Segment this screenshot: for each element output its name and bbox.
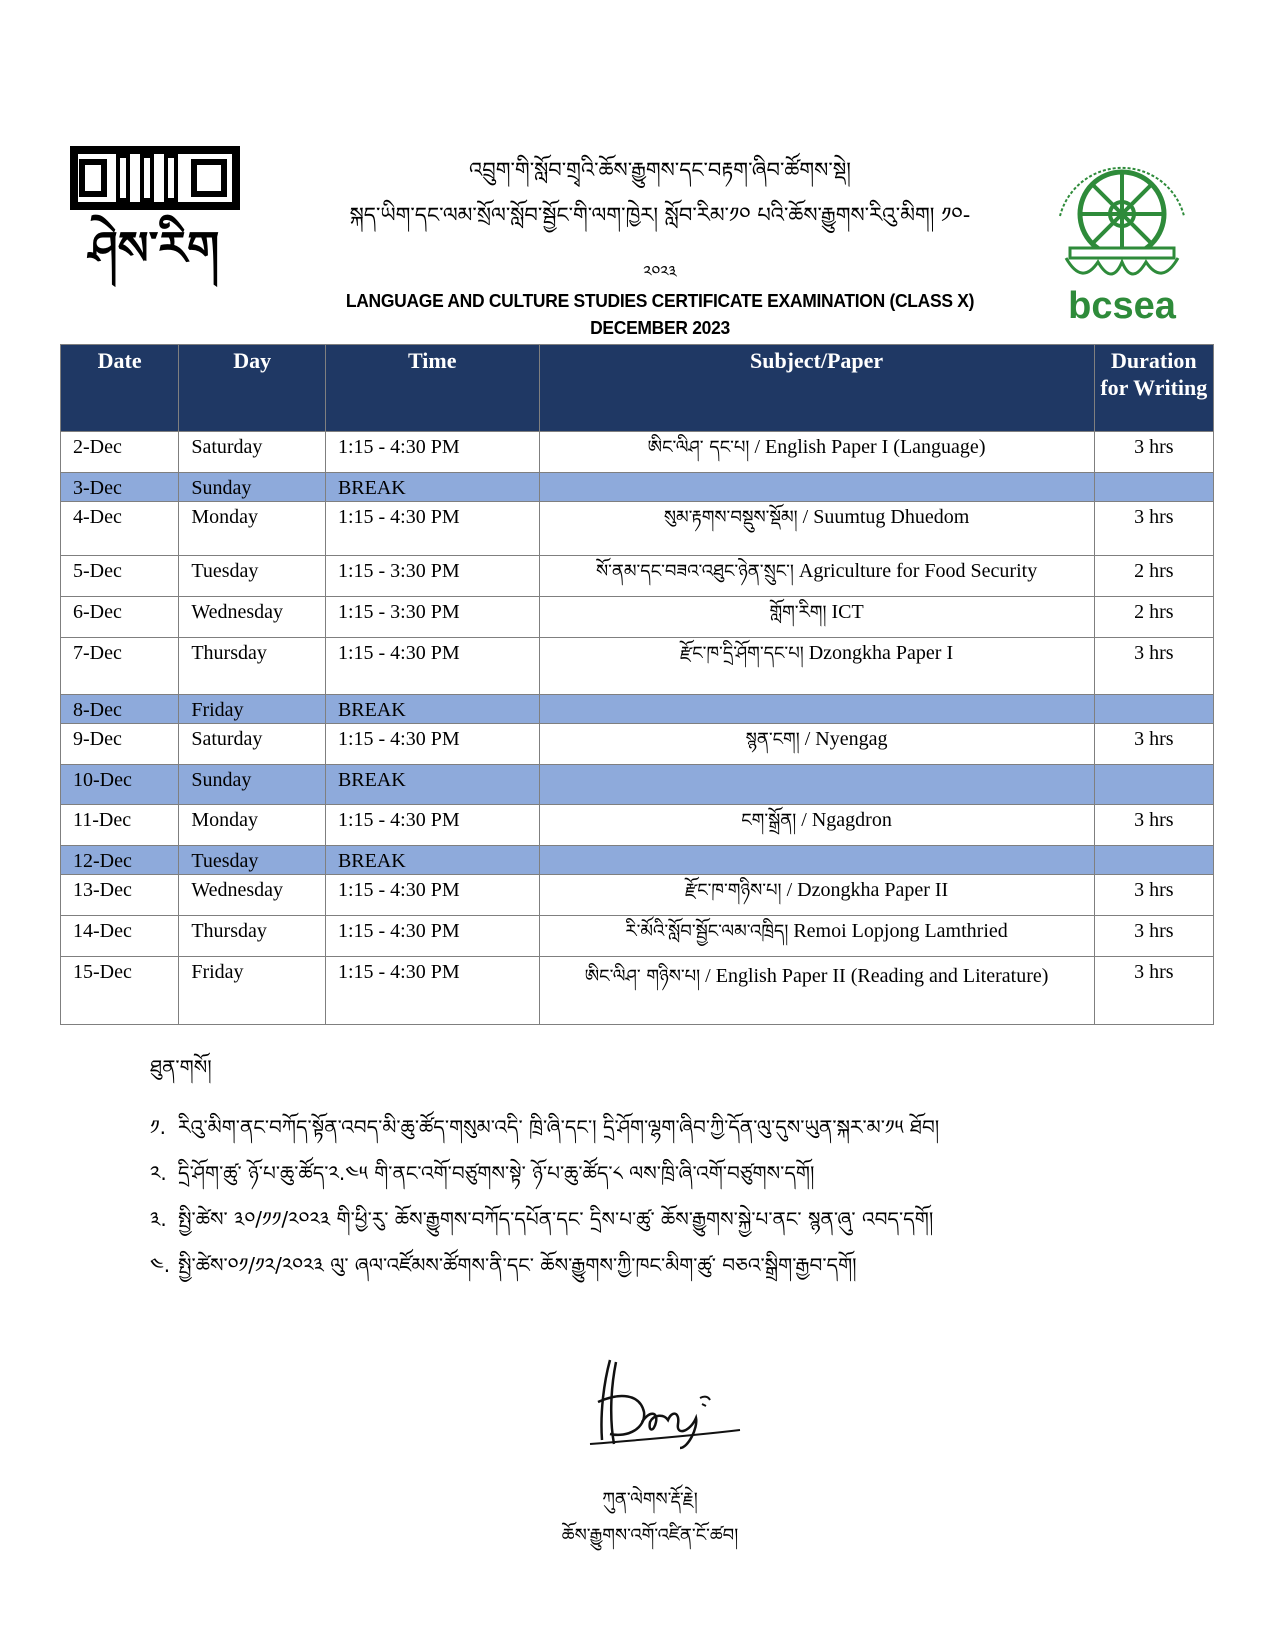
cell-subject [539,724,1094,765]
cell-date: 11-Dec [61,805,179,846]
subject-tibetan: ཨིང་ལིཤ་ གཉིས་པ། [584,966,701,987]
cell-time: 1:15 - 3:30 PM [325,597,539,638]
cell-subject [539,556,1094,597]
note-number: ༡. [150,1115,167,1139]
cell-day: Tuesday [179,556,326,597]
subject-english: / English Paper I (Language) [749,436,986,458]
cell-date: 3-Dec [61,473,179,502]
cell-day: Thursday [179,638,326,695]
note-number: ༤. [150,1253,171,1277]
cell-duration: 3 hrs [1094,502,1213,556]
cell-time: 1:15 - 3:30 PM [325,556,539,597]
cell-subject [539,957,1094,1025]
subject-english: Dzongkha Paper I [803,642,954,664]
cell-time: 1:15 - 4:30 PM [325,432,539,473]
table-row [61,916,1214,957]
cell-duration [1094,473,1213,502]
sherig-logo [68,146,253,306]
table-row [61,556,1214,597]
signatory-designation: ཆོས་རྒྱུགས་འགོ་འཛིན་ངོ་ཚབ། [561,1525,739,1546]
cell-time: BREAK [325,695,539,724]
cell-date: 8-Dec [61,695,179,724]
subject-english: ICT [826,601,864,623]
table-row-break [61,695,1214,724]
cell-time: BREAK [325,846,539,875]
cell-date: 9-Dec [61,724,179,765]
cell-date: 15-Dec [61,957,179,1025]
subject-english: Agriculture for Food Security [793,560,1038,582]
table-row-break [61,846,1214,875]
cell-day: Monday [179,805,326,846]
cell-duration: 3 hrs [1094,638,1213,695]
table-row [61,724,1214,765]
cell-duration: 3 hrs [1094,875,1213,916]
subject-tibetan: སྙན་ངག། [745,729,800,750]
subject-tibetan: རི་མོའི་སློབ་སྦྱོང་ལམ་འཁྲིད། [625,921,789,942]
col-header-date: Date [61,345,179,432]
col-header-duration: Duration for Writing [1094,345,1213,432]
table-row [61,805,1214,846]
table-row-break [61,473,1214,502]
note-text: དྲི་ཤོག་ཚུ་ ཉོ་པ་ཆུ་ཚོད་༢.༤༥ གི་ནང་འགོ་བཙུགས་སྟེ་ ཉོ་པ་ཆུ་ཚོད་༨ ལས་ཁྲི་ཞི་འགོ་བཙུགས་དགོ། [178,1161,815,1185]
cell-subject [539,473,1094,502]
cell-date: 4-Dec [61,502,179,556]
col-header-subject: Subject/Paper [539,345,1094,432]
cell-subject [539,432,1094,473]
cell-duration: 3 hrs [1094,432,1213,473]
cell-time: 1:15 - 4:30 PM [325,502,539,556]
cell-subject [539,846,1094,875]
subject-tibetan: རྫོང་ཁ་གཉིས་པ། [684,880,782,901]
cell-time: BREAK [325,473,539,502]
subject-tibetan: གློག་རིག། [769,602,827,623]
bcsea-logo [1042,146,1202,326]
cell-duration: 3 hrs [1094,916,1213,957]
cell-date: 7-Dec [61,638,179,695]
cell-duration [1094,695,1213,724]
subject-tibetan: ངག་སྒྲོན། [741,810,797,831]
cell-date: 2-Dec [61,432,179,473]
note-number: ༣. [150,1207,167,1231]
exam-schedule-table [60,344,1214,1025]
subject-tibetan: རྫོང་ཁ་དྲི་ཤོག་དང་པ། [680,643,804,664]
org-name-tibetan: འབྲུག་གི་སློབ་གྲྭའི་ཆོས་རྒྱུགས་དང་བརྟག་ཞིབ་ཚོགས་སྡེ། [469,158,851,182]
cell-subject [539,765,1094,805]
cell-date: 14-Dec [61,916,179,957]
exam-title: LANGUAGE AND CULTURE STUDIES CERTIFICATE EXAMINATION (CLASS X) [345,291,975,311]
cell-day: Sunday [179,765,326,805]
cell-time: 1:15 - 4:30 PM [325,724,539,765]
col-header-time: Time [325,345,539,432]
cell-time: 1:15 - 4:30 PM [325,805,539,846]
cell-subject [539,805,1094,846]
note-item [150,1249,1110,1281]
cell-duration: 3 hrs [1094,805,1213,846]
table-row [61,432,1214,473]
subject-tibetan: སུམ་རྟགས་བསྡུས་སྡོམ། [663,507,798,528]
cell-date: 10-Dec [61,765,179,805]
note-text: རིའུ་མིག་ནང་བཀོད་སྟོན་འབད་མི་ཆུ་ཚོད་གསུམ་འདི་ ཁྲི་ཞི་དང་། དྲི་ཤོག་ལྷག་ཞིབ་ཀྱི་དོན་ལུ་དུས་ཡུན་སྐར་མ་༡༥ ཐོབ། [178,1115,940,1139]
cell-subject [539,695,1094,724]
subject-english: / English Paper II (Reading and Literature) [700,965,1049,987]
subject-english: / Dzongkha Paper II [781,879,949,901]
cell-date: 13-Dec [61,875,179,916]
notes-section [150,1045,1110,1295]
subject-english: / Suumtug Dhuedom [797,506,970,528]
cell-time: 1:15 - 4:30 PM [325,638,539,695]
notes-title: ཐུན་གསོ། [150,1055,212,1079]
cell-duration [1094,765,1213,805]
exam-year-tibetan: ༢༠༢༣ [643,262,677,281]
cell-duration: 2 hrs [1094,597,1213,638]
cell-date: 5-Dec [61,556,179,597]
exam-date: DECEMBER 2023 [590,318,730,338]
cell-day: Wednesday [179,597,326,638]
cell-day: Friday [179,695,326,724]
svg-text:bcsea: bcsea [1068,285,1176,326]
cell-duration [1094,846,1213,875]
note-text: སྤྱི་ཚེས་ ༣༠/༡༡/༢༠༢༣ གི་ཕྱི་རུ་ ཆོས་རྒྱུགས་བཀོད་དཔོན་དང་ དྲིས་པ་ཚུ་ ཆོས་རྒྱུགས་སྐྱེ་པ་ནང་ སྙན་ཞུ་ འབད་དགོ། [178,1207,934,1231]
cell-subject [539,916,1094,957]
cell-day: Saturday [179,432,326,473]
svg-text:ཤེས་རིག: ཤེས་རིག [88,221,220,275]
subject-english: / Nyengag [799,728,888,750]
exam-title-tibetan: སྐད་ཡིག་དང་ལམ་སྲོལ་སློབ་སྦྱོང་གི་ལག་ཁྱེར། སློབ་རིམ་༡༠ པའི་ཆོས་རྒྱུགས་རིའུ་མིག། ༡༠- [349,203,971,227]
cell-subject [539,502,1094,556]
cell-day: Sunday [179,473,326,502]
subject-english: / Ngagdron [796,809,892,831]
cell-subject [539,638,1094,695]
cell-date: 12-Dec [61,846,179,875]
cell-time: BREAK [325,765,539,805]
cell-day: Wednesday [179,875,326,916]
cell-duration: 2 hrs [1094,556,1213,597]
note-item [150,1111,1110,1143]
note-item [150,1203,1110,1235]
cell-subject [539,597,1094,638]
table-row [61,638,1214,695]
signature-image [580,1352,750,1452]
col-header-day: Day [179,345,326,432]
cell-day: Tuesday [179,846,326,875]
table-row [61,957,1214,1025]
cell-day: Friday [179,957,326,1025]
subject-tibetan: སོ་ནམ་དང་བཟའ་འཐུང་ཉེན་སྲུང་། [595,561,794,582]
cell-subject [539,875,1094,916]
cell-date: 6-Dec [61,597,179,638]
table-row [61,875,1214,916]
table-row-break [61,765,1214,805]
subject-tibetan: ཨིང་ལིཤ་ དང་པ། [647,437,750,458]
cell-time: 1:15 - 4:30 PM [325,875,539,916]
table-row [61,597,1214,638]
cell-time: 1:15 - 4:30 PM [325,957,539,1025]
cell-day: Saturday [179,724,326,765]
note-number: ༢. [150,1161,167,1185]
cell-day: Thursday [179,916,326,957]
note-item [150,1157,1110,1189]
cell-duration: 3 hrs [1094,957,1213,1025]
cell-time: 1:15 - 4:30 PM [325,916,539,957]
table-row [61,502,1214,556]
cell-day: Monday [179,502,326,556]
subject-english: Remoi Lopjong Lamthried [788,920,1008,942]
note-text: སྤྱི་ཚེས་༠༡/༡༢/༢༠༢༣ ལུ་ ཞལ་འཛོམས་ཚོགས་ནི་དང་ ཆོས་རྒྱུགས་ཀྱི་ཁང་མིག་ཚུ་ བཅའ་སྒྲིག་རྒྱབ་དགོ། [178,1253,857,1277]
signatory-name: ཀུན་ལེགས་རྡོ་རྗེ། [602,1489,698,1510]
cell-duration: 3 hrs [1094,724,1213,765]
table-header-row [61,345,1214,432]
